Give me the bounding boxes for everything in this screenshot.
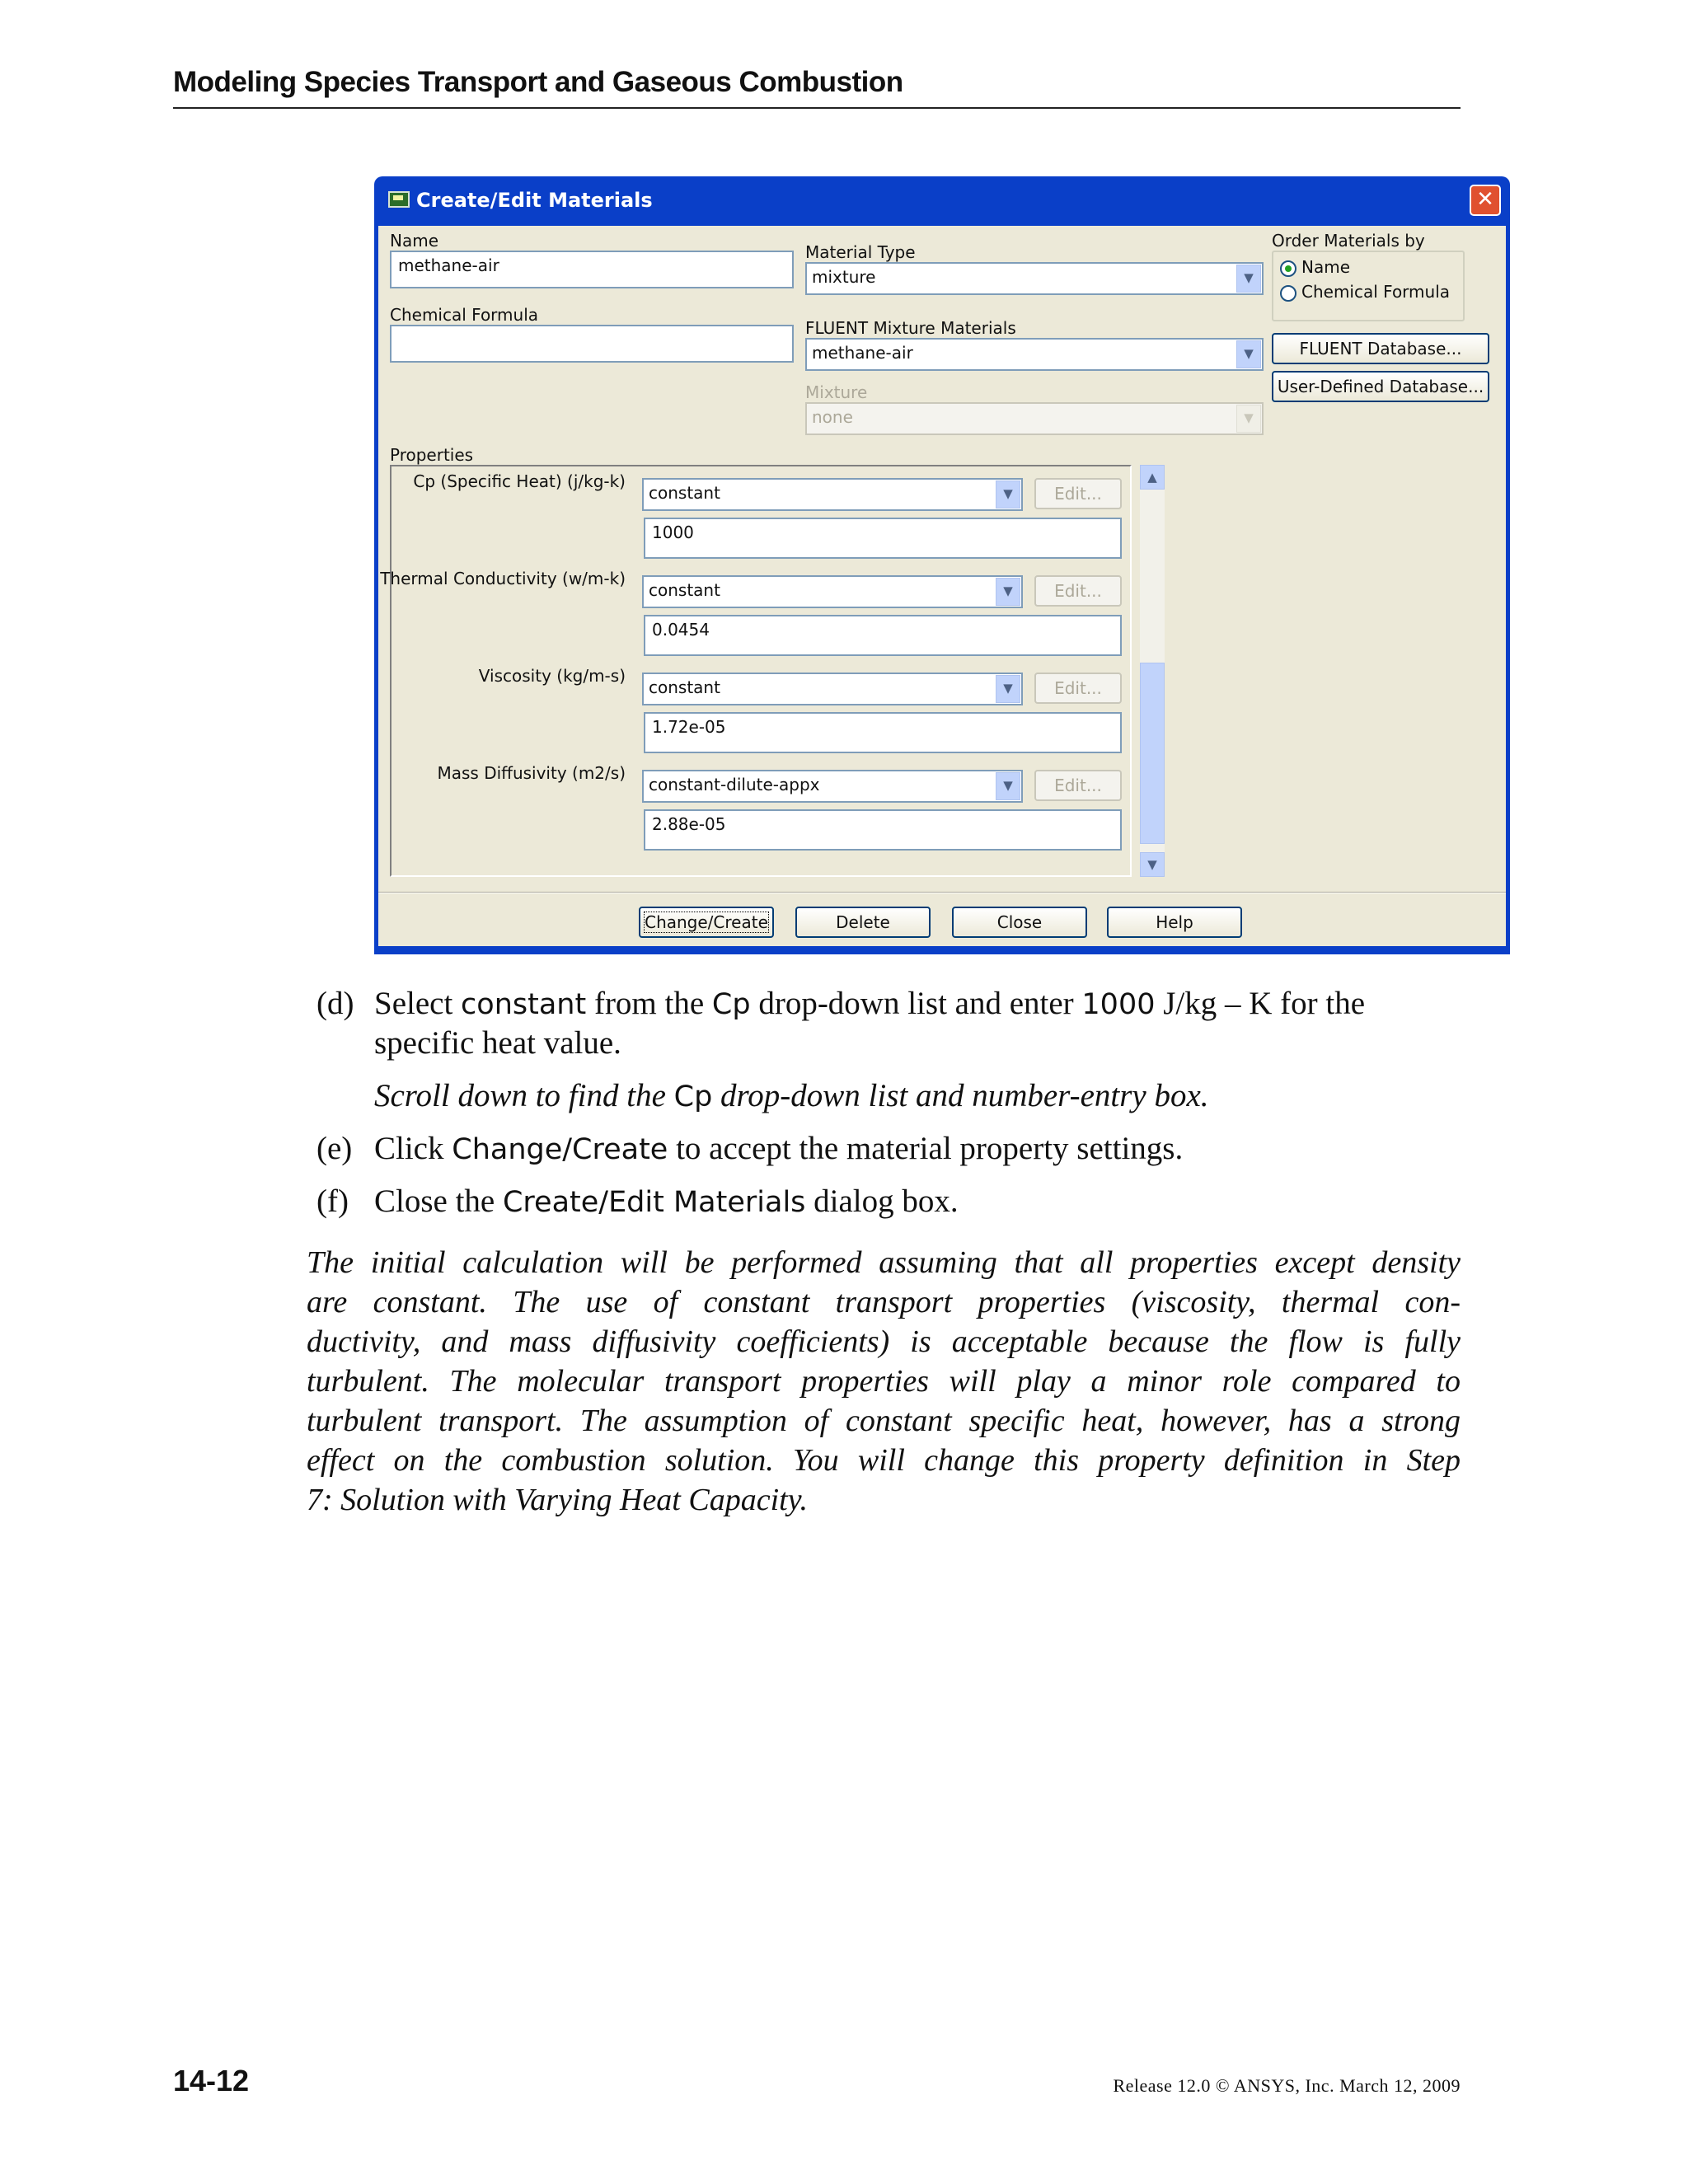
order-radio-name[interactable] <box>1280 257 1350 277</box>
paragraph-line: ductivity, and mass diffusivity coefficients) is acceptable because the flow is fully <box>307 1324 1461 1359</box>
radio-unselected-icon <box>1280 285 1296 302</box>
dialog-client <box>378 226 1506 946</box>
text: Click <box>374 1131 452 1166</box>
chevron-down-icon[interactable]: ▼ <box>1236 340 1261 368</box>
release-info: Release 12.0 © ANSYS, Inc. March 12, 2009 <box>1113 2075 1461 2096</box>
text: from the <box>586 986 712 1021</box>
property-label: Mass Diffusivity (m2/s) <box>437 763 626 783</box>
close-icon[interactable]: ✕ <box>1470 185 1501 216</box>
close-button[interactable]: Close <box>952 907 1087 938</box>
radio-selected-icon <box>1280 260 1296 277</box>
text: Select <box>374 986 462 1021</box>
paragraph-line: 7: Solution with Varying Heat Capacity. <box>307 1483 808 1517</box>
chevron-down-icon[interactable]: ▼ <box>996 772 1020 800</box>
change-create-button[interactable] <box>639 907 774 938</box>
material-type-select[interactable] <box>805 262 1264 295</box>
page-number: 14-12 <box>173 2064 250 2097</box>
header-title: Modeling Species Transport and Gaseous Combustion <box>173 66 903 98</box>
chevron-down-icon[interactable]: ▼ <box>996 480 1020 509</box>
paragraph-line: turbulent transport. The assumption of constant specific heat, however, has a strong <box>307 1404 1461 1438</box>
fluent-mixture-select[interactable] <box>805 338 1264 371</box>
chemical-formula-label: Chemical Formula <box>390 305 539 325</box>
mixture-label: Mixture <box>805 382 868 402</box>
properties-label: Properties <box>390 445 474 465</box>
step-d-line1 <box>374 984 1365 1024</box>
text: dialog box. <box>805 1183 959 1219</box>
property-label: Viscosity (kg/m-s) <box>478 666 626 686</box>
scroll-down-icon[interactable]: ▼ <box>1140 852 1165 877</box>
property-value-field[interactable]: 0.0454 <box>644 615 1122 656</box>
create-edit-materials-dialog <box>374 176 1510 954</box>
material-type-value: mixture <box>812 267 876 287</box>
properties-panel <box>380 465 1132 877</box>
scroll-up-icon[interactable]: ▲ <box>1140 465 1165 490</box>
fluent-database-button[interactable]: FLUENT Database... <box>1272 333 1489 364</box>
change-create-label: Change/Create <box>645 912 768 932</box>
paragraph-line: The initial calculation will be performed assuming that all properties except density <box>307 1245 1461 1280</box>
text: to accept the material property settings. <box>668 1131 1184 1166</box>
chemical-formula-field[interactable] <box>390 325 794 363</box>
chevron-down-icon[interactable]: ▼ <box>996 578 1020 606</box>
chevron-down-icon: ▼ <box>1236 405 1261 433</box>
text: J/kg – K for the <box>1155 986 1366 1021</box>
dialog-titlebar[interactable] <box>378 176 1506 226</box>
order-radio-formula[interactable] <box>1280 282 1450 302</box>
name-field[interactable]: methane-air <box>390 251 794 288</box>
running-header <box>173 64 1461 109</box>
keyword: constant <box>461 988 587 1021</box>
app-icon <box>388 191 410 208</box>
chevron-down-icon[interactable]: ▼ <box>996 675 1020 703</box>
keyword: Cp <box>673 1080 713 1113</box>
keyword: Cp <box>711 988 751 1021</box>
fluent-mixture-label: FLUENT Mixture Materials <box>805 318 1016 338</box>
property-method-value: constant <box>649 677 720 697</box>
property-method-value: constant <box>649 483 720 503</box>
property-method-select[interactable] <box>642 478 1023 511</box>
properties-scrollbar[interactable] <box>1140 465 1165 877</box>
property-method-select[interactable] <box>642 770 1023 803</box>
help-button[interactable]: Help <box>1107 907 1242 938</box>
property-value-field[interactable]: 1000 <box>644 518 1122 559</box>
order-option-formula: Chemical Formula <box>1301 282 1451 302</box>
step-marker: (d) <box>316 986 354 1021</box>
step-f-text <box>374 1182 959 1222</box>
order-by-label: Order Materials by <box>1272 231 1425 251</box>
step-d-note <box>374 1076 1209 1117</box>
footer-divider <box>378 892 1506 893</box>
property-method-select[interactable] <box>642 575 1023 608</box>
mixture-value: none <box>812 407 853 427</box>
user-defined-database-button[interactable]: User-Defined Database... <box>1272 371 1489 402</box>
text: drop-down list and enter <box>750 986 1082 1021</box>
text: drop-down list and number-entry box. <box>712 1078 1209 1113</box>
keyword: Change/Create <box>452 1133 668 1166</box>
fluent-mixture-value: methane-air <box>812 343 913 363</box>
scroll-thumb[interactable] <box>1140 663 1165 844</box>
step-d-line2: specific heat value. <box>374 1025 621 1061</box>
property-edit-button: Edit... <box>1034 673 1122 704</box>
name-label: Name <box>390 231 439 251</box>
text: Scroll down to find the <box>374 1078 674 1113</box>
property-method-select[interactable] <box>642 673 1023 705</box>
paragraph-line: effect on the combustion solution. You will change this property definition in Step <box>307 1443 1461 1478</box>
property-edit-button: Edit... <box>1034 770 1122 801</box>
property-method-value: constant-dilute-appx <box>649 775 820 794</box>
step-marker: (e) <box>316 1131 353 1166</box>
material-type-label: Material Type <box>805 242 916 262</box>
mixture-select <box>805 402 1264 435</box>
text: Close the <box>374 1183 503 1219</box>
explanation-paragraph <box>307 1243 1461 1520</box>
paragraph-line: are constant. The use of constant transport properties (viscosity, thermal con- <box>307 1285 1461 1319</box>
property-edit-button: Edit... <box>1034 575 1122 607</box>
property-label: Thermal Conductivity (w/m-k) <box>380 569 626 588</box>
step-e-text <box>374 1129 1183 1169</box>
dialog-title: Create/Edit Materials <box>416 189 653 212</box>
property-label: Cp (Specific Heat) (j/kg-k) <box>413 471 626 491</box>
property-value-field[interactable]: 2.88e-05 <box>644 809 1122 851</box>
keyword: Create/Edit Materials <box>502 1186 806 1219</box>
delete-button[interactable]: Delete <box>795 907 931 938</box>
property-method-value: constant <box>649 580 720 600</box>
paragraph-line: turbulent. The molecular transport properties will play a minor role compared to <box>307 1364 1461 1399</box>
property-value-field[interactable]: 1.72e-05 <box>644 712 1122 753</box>
property-edit-button: Edit... <box>1034 478 1122 509</box>
keyword: 1000 <box>1081 988 1156 1021</box>
order-option-name: Name <box>1301 257 1351 277</box>
step-marker: (f) <box>316 1183 349 1219</box>
chevron-down-icon[interactable]: ▼ <box>1236 265 1261 293</box>
